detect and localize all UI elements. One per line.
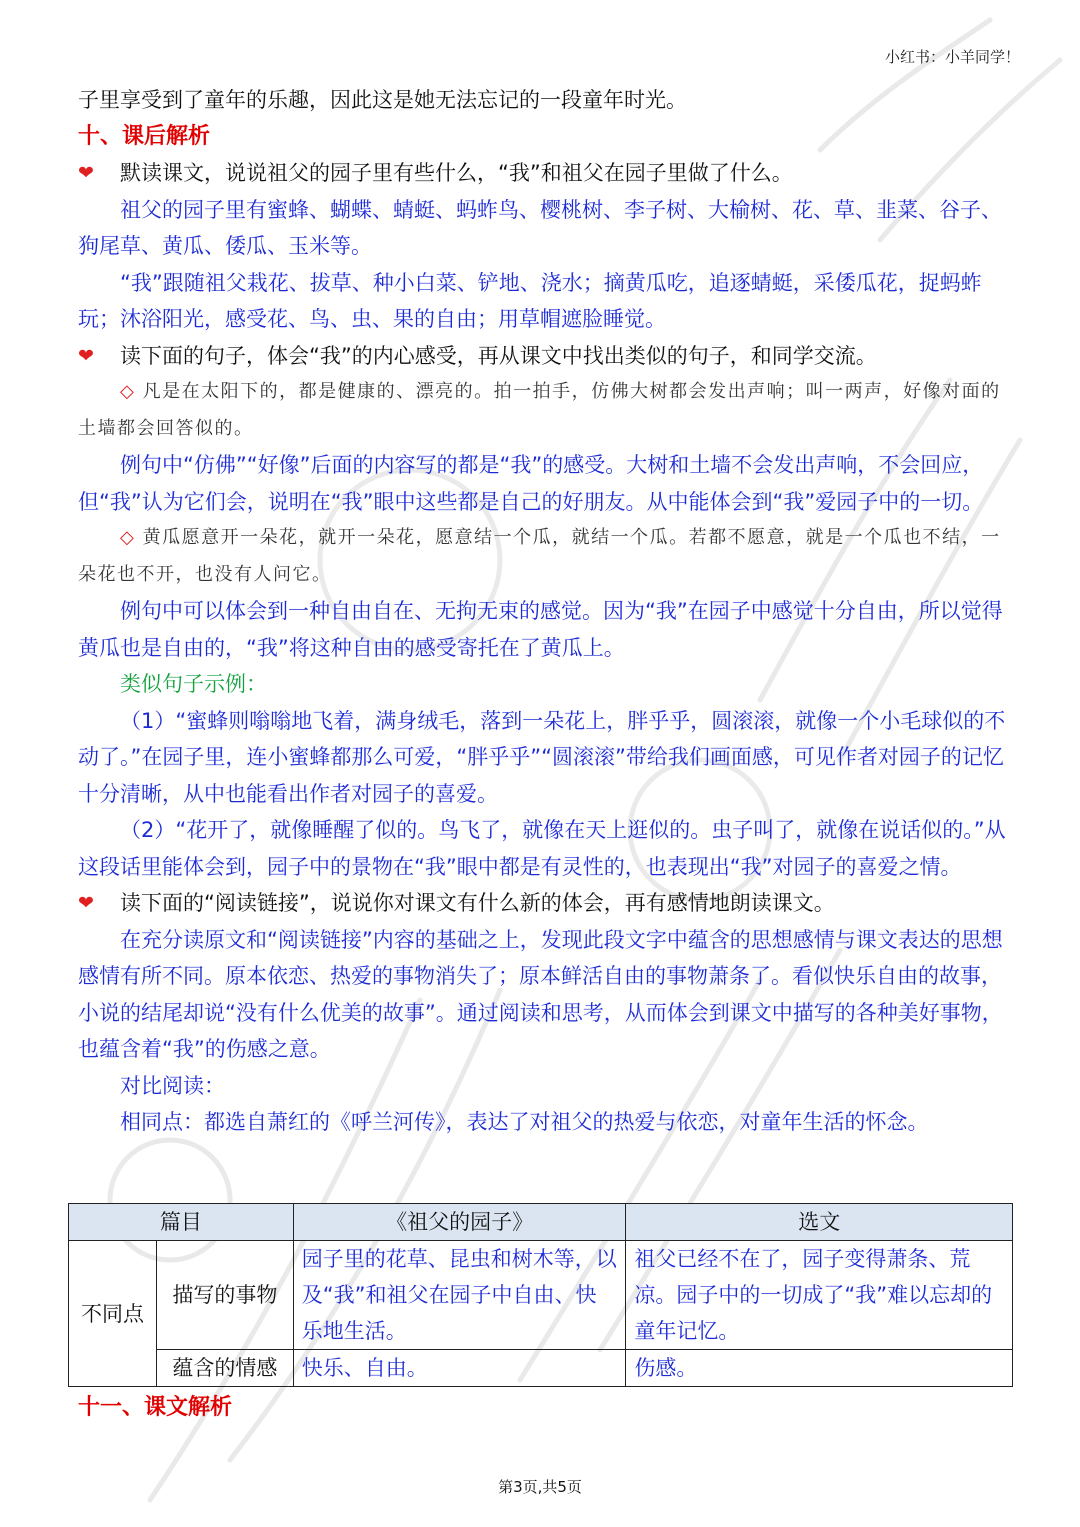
table-row bbox=[69, 1241, 1013, 1350]
quote-1 bbox=[78, 374, 1008, 447]
header-item: 篇目 bbox=[69, 1204, 294, 1241]
compare-label: 对比阅读： bbox=[120, 1073, 225, 1098]
header-text-b: 选文 bbox=[626, 1204, 1013, 1241]
example-1: （1）“蜜蜂则嗡嗡地飞着，满身绒毛，落到一朵花上，胖乎乎，圆滚滚，就像一个小毛球似的不动了。”在园子里，连小蜜蜂都那么可爱，“胖乎乎”“圆滚滚”带给我们画面感，可见作者对园子的记忆十分清晰，从中也能看出作者对园子的喜爱。 bbox=[78, 708, 1006, 806]
row1-a: 园子里的花草、昆虫和树木等，以及“我”和祖父在园子中自由、快乐地生活。 bbox=[293, 1241, 626, 1350]
header-tag: 小红书：小羊同学！ bbox=[884, 48, 1020, 66]
diamond-icon: ◇ bbox=[120, 381, 136, 402]
continued-text: 子里享受到了童年的乐趣，因此这是她无法忘记的一段童年时光。 bbox=[78, 88, 687, 112]
quote-2 bbox=[78, 520, 1008, 593]
table-row bbox=[69, 1350, 1013, 1387]
answer-1a: 祖父的园子里有蜜蜂、蝴蝶、蜻蜓、蚂蚱鸟、樱桃树、李子树、大榆树、花、草、韭菜、谷子、狗尾草、黄瓜、倭瓜、玉米等。 bbox=[78, 197, 1002, 258]
section-heading-11: 十一、课文解析 bbox=[78, 1395, 233, 1420]
row2-a: 快乐、自由。 bbox=[293, 1350, 626, 1387]
question-1-text: 默读课文，说说祖父的园子里有些什么，“我”和祖父在园子里做了什么。 bbox=[120, 161, 793, 185]
quote-2-text: 黄瓜愿意开一朵花，就开一朵花，愿意结一个瓜，就结一个瓜。若都不愿意，就是一个瓜也不结，一朵花也不开，也没有人问它。 bbox=[78, 527, 1001, 585]
heart-icon: ❤ bbox=[78, 892, 94, 914]
answer-2a: 例句中“仿佛”“好像”后面的内容写的都是“我”的感受。大树和土墙不会发出声响，不会回应，但“我”认为它们会，说明在“我”眼中这些都是自己的好朋友。从中能体会到“我”爱园子中的一切。 bbox=[78, 453, 984, 514]
row2-b: 伤感。 bbox=[626, 1350, 1013, 1387]
same-points: 相同点：都选自萧红的《呼兰河传》，表达了对祖父的热爱与依恋，对童年生活的怀念。 bbox=[120, 1110, 929, 1134]
similar-label: 类似句子示例： bbox=[120, 672, 267, 696]
answer-2b: 例句中可以体会到一种自由自在、无拘无束的感觉。因为“我”在园子中感觉十分自由，所以觉得黄瓜也是自由的，“我”将这种自由的感受寄托在了黄瓜上。 bbox=[78, 599, 1003, 660]
table-header-row bbox=[69, 1204, 1013, 1241]
question-3 bbox=[78, 885, 1008, 922]
example-2: （2）“花开了，就像睡醒了似的。鸟飞了，就像在天上逛似的。虫子叫了，就像在说话似的。”从这段话里能体会到，园子中的景物在“我”眼中都是有灵性的，也表现出“我”对园子的喜爱之情。 bbox=[78, 818, 1006, 879]
diamond-icon: ◇ bbox=[120, 527, 136, 548]
quote-1-text: 凡是在太阳下的，都是健康的、漂亮的。拍一拍手，仿佛大树都会发出声响；叫一两声，好像对面的土墙都会回答似的。 bbox=[78, 381, 1001, 439]
question-3-text: 读下面的“阅读链接”，说说你对课文有什么新的体会，再有感情地朗读课文。 bbox=[120, 891, 835, 915]
comparison-table bbox=[68, 1203, 1013, 1387]
question-2-text: 读下面的句子，体会“我”的内心感受，再从课文中找出类似的句子，和同学交流。 bbox=[120, 343, 877, 368]
question-1 bbox=[78, 155, 1008, 192]
diff-cell: 不同点 bbox=[69, 1241, 157, 1387]
question-2 bbox=[78, 338, 1008, 375]
row1-label: 描写的事物 bbox=[156, 1241, 293, 1350]
header-text-a: 《祖父的园子》 bbox=[293, 1204, 626, 1241]
heart-icon: ❤ bbox=[78, 162, 94, 184]
row1-b: 祖父已经不在了，园子变得萧条、荒凉。园子中的一切成了“我”难以忘却的童年记忆。 bbox=[626, 1241, 1013, 1350]
row2-label: 蕴含的情感 bbox=[156, 1350, 293, 1387]
heart-icon: ❤ bbox=[78, 344, 94, 367]
answer-1b: “我”跟随祖父栽花、拔草、种小白菜、铲地、浇水；摘黄瓜吃，追逐蜻蜓，采倭瓜花，捉蚂蚱玩；沐浴阳光，感受花、鸟、虫、果的自由；用草帽遮脸睡觉。 bbox=[78, 270, 982, 331]
page-content bbox=[78, 82, 1008, 1141]
section-heading-10: 十、课后解析 bbox=[78, 123, 211, 149]
page-number: 第3页,共5页 bbox=[498, 1478, 582, 1496]
answer-3: 在充分读原文和“阅读链接”内容的基础之上，发现此段文字中蕴含的思想感情与课文表达的思想感情有所不同。原本依恋、热爱的事物消失了；原本鲜活自由的事物萧条了。看似快乐自由的故事，小说的结尾却说“没有什么优美的故事”。通过阅读和思考，从而体会到课文中描写的各种美好事物，也蕴含着“我”的伤感之意。 bbox=[78, 927, 1003, 1061]
